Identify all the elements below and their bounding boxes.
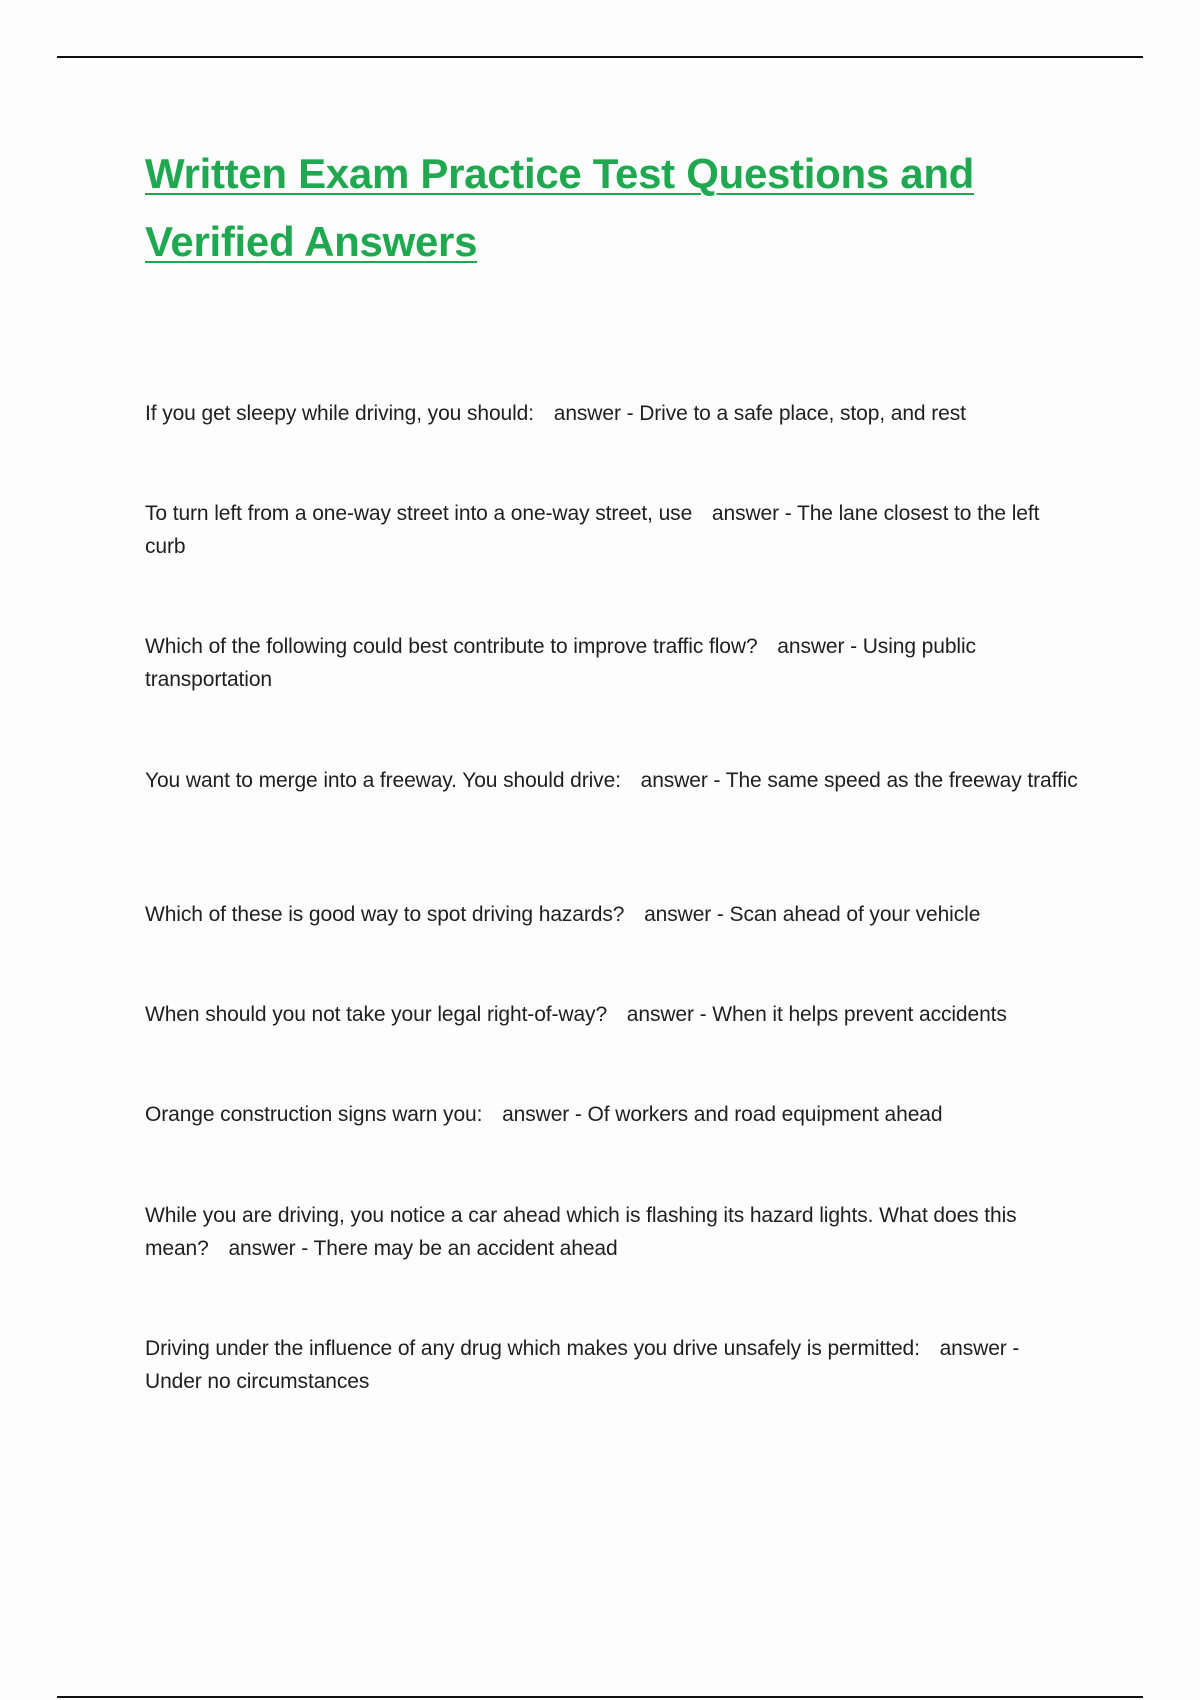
qa-item [145, 1098, 1080, 1131]
qa-item [145, 898, 1080, 931]
question-text: Orange construction signs warn you: [145, 1103, 483, 1126]
question-text: While you are driving, you notice a car ahead which is flashing its hazard lights. What does this mean? [145, 1204, 1017, 1260]
qa-item [145, 630, 1080, 696]
answer-text: answer - Under no circumstances [145, 1337, 1020, 1393]
document-title: Written Exam Practice Test Questions and Verified Answers [145, 150, 975, 265]
answer-text: answer - Of workers and road equipment ahead [502, 1103, 943, 1126]
question-text: You want to merge into a freeway. You should drive: [145, 769, 621, 792]
qa-item [145, 497, 1080, 563]
header-rule [57, 56, 1143, 58]
answer-text: answer - Drive to a safe place, stop, and rest [553, 402, 966, 425]
qa-item [145, 397, 1080, 430]
question-text: When should you not take your legal right-of-way? [145, 1003, 608, 1026]
question-text: Which of the following could best contribute to improve traffic flow? [145, 635, 758, 658]
question-text: To turn left from a one-way street into a one-way street, use [145, 502, 693, 525]
question-text: Which of these is good way to spot driving hazards? [145, 903, 625, 926]
answer-text: answer - The same speed as the freeway traffic [640, 769, 1078, 792]
answer-text: answer - Using public transportation [145, 635, 976, 691]
answer-text: answer - Scan ahead of your vehicle [644, 903, 981, 926]
answer-text: answer - When it helps prevent accidents [626, 1003, 1007, 1026]
answer-text: answer - The lane closest to the left curb [145, 502, 1040, 558]
footer-rule [57, 1696, 1143, 1698]
qa-item [145, 764, 1080, 797]
qa-item [145, 1332, 1080, 1398]
qa-item [145, 998, 1080, 1031]
qa-item [145, 1199, 1080, 1265]
answer-text: answer - There may be an accident ahead [228, 1237, 618, 1260]
question-text: Driving under the influence of any drug which makes you drive unsafely is permitted: [145, 1337, 920, 1360]
question-text: If you get sleepy while driving, you should: [145, 402, 534, 425]
